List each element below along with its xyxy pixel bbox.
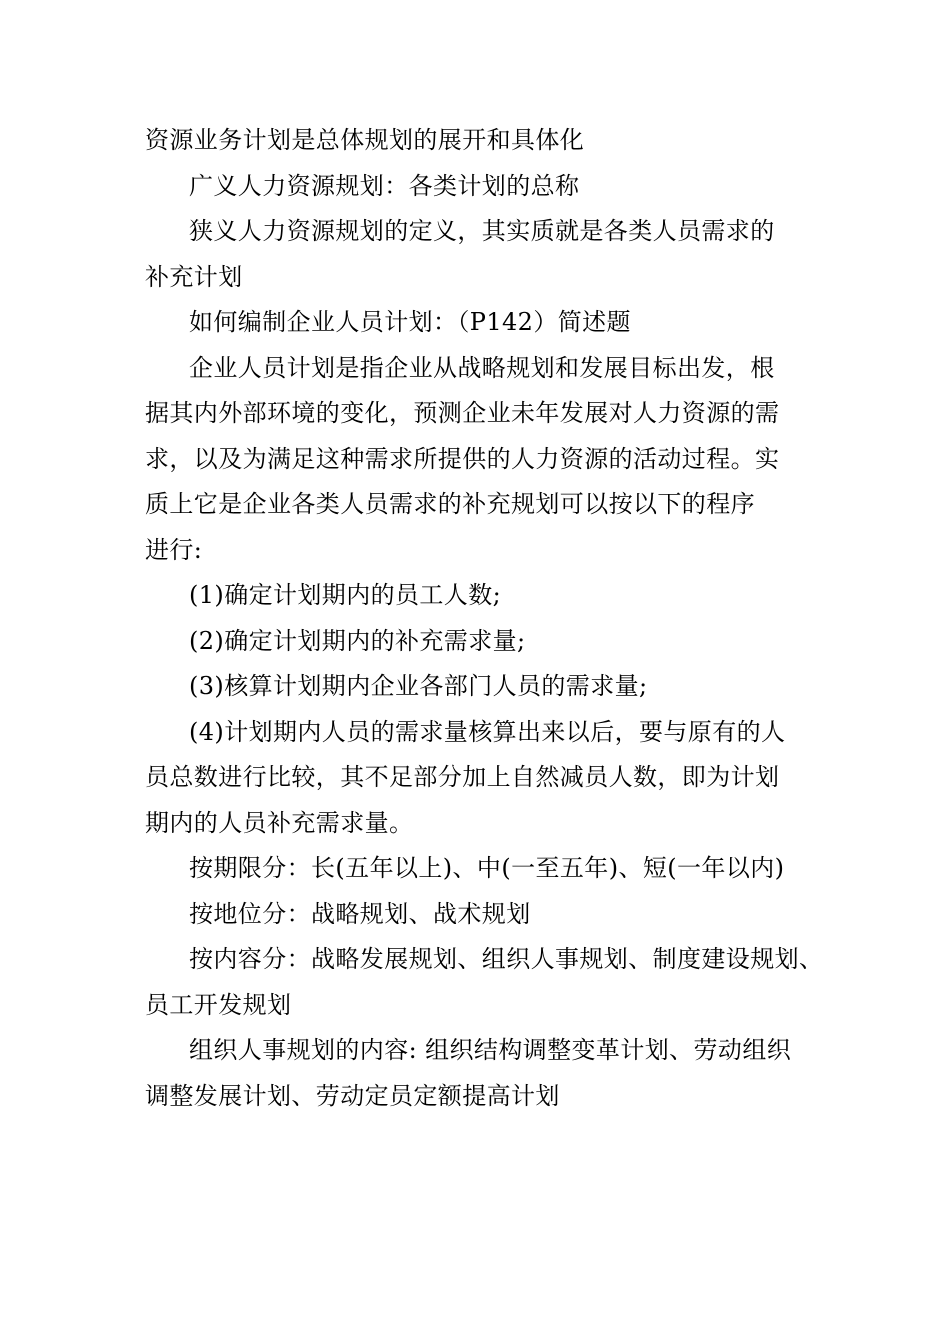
text-line: (4)计划期内人员的需求量核算出来以后，要与原有的人 — [189, 717, 786, 746]
document-body — [145, 118, 825, 1119]
text-line: 进行: — [145, 535, 203, 564]
text-line: 组织人事规划的内容: 组织结构调整变革计划、劳动组织 — [189, 1036, 792, 1064]
text-line: (3)核算计划期内企业各部门人员的需求量; — [189, 672, 648, 700]
text-line: 如何编制企业人员计划：（P142）简述题 — [189, 308, 631, 336]
text-line: (2)确定计划期内的补充需求量; — [189, 626, 526, 655]
text-line: 期内的人员补充需求量。 — [145, 808, 414, 837]
text-line: 求，以及为满足这种需求所提供的人力资源的活动过程。实 — [145, 444, 780, 473]
text-line: 补充计划 — [145, 262, 243, 291]
text-line: 员总数进行比较，其不足部分加上自然减员人数，即为计划 — [145, 763, 780, 791]
text-line: 资源业务计划是总体规划的展开和具体化 — [145, 126, 585, 154]
text-line: 广义人力资源规划：各类计划的总称 — [189, 171, 580, 200]
text-line: 按内容分：战略发展规划、组织人事规划、制度建设规划、 — [189, 945, 824, 973]
text-line: 按地位分：战略规划、战术规划 — [189, 899, 531, 928]
text-line: 据其内外部环境的变化，预测企业未年发展对人力资源的需 — [145, 399, 780, 427]
text-line: 调整发展计划、劳动定员定额提高计划 — [145, 1081, 560, 1110]
text-line: (1)确定计划期内的员工人数; — [189, 581, 502, 609]
text-line: 质上它是企业各类人员需求的补充规划可以按以下的程序 — [145, 490, 755, 518]
text-line: 按期限分：长(五年以上)、中(一至五年)、短(一年以内) — [189, 854, 785, 882]
text-line: 员工开发规划 — [145, 990, 292, 1019]
text-line: 狭义人力资源规划的定义，其实质就是各类人员需求的 — [189, 217, 775, 245]
text-line: 企业人员计划是指企业从战略规划和发展目标出发，根 — [189, 353, 775, 382]
